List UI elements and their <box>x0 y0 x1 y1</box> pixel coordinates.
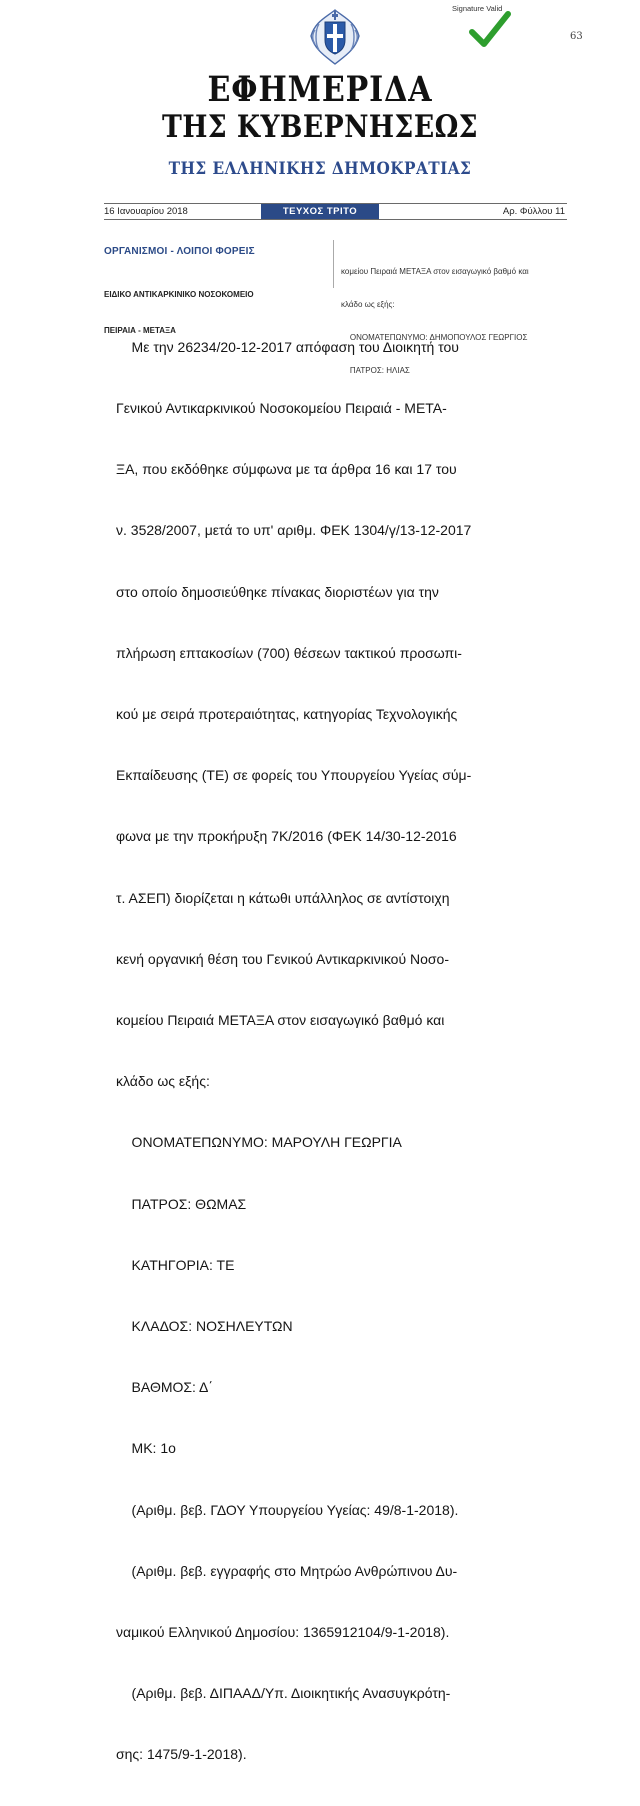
right-column-line: κλάδο ως εξής: <box>341 300 395 309</box>
text-line: Με την 26234/20-12-2017 απόφαση του Διοικητή του <box>116 338 459 355</box>
issue-bar-bottom-rule <box>104 219 567 220</box>
text-line: (Αριθμ. βεβ. ΓΔΟΥ Υπουργείου Υγείας: 49/8-1-2018). <box>116 1501 459 1518</box>
text-line: στο οποίο δημοσιεύθηκε πίνακας διοριστέων για την <box>116 583 439 600</box>
text-line: τ. ΑΣΕΠ) διορίζεται η κάτωθι υπάλληλος σε αντίστοιχη <box>116 889 450 906</box>
text-line: ΞΑ, που εκδόθηκε σύμφωνα με τα άρθρα 16 και 17 του <box>116 461 457 478</box>
issue-sheet-number: Αρ. Φύλλου 11 <box>502 206 565 217</box>
organization-line: ΕΙΔΙΚΟ ΑΝΤΙΚΑΡΚΙΝΙΚΟ ΝΟΣΟΚΟΜΕΙΟ <box>104 290 254 299</box>
text-line: σης: 1475/9-1-2018). <box>116 1746 247 1763</box>
text-line: Γενικού Αντικαρκινικού Νοσοκομείου Πειραιά - ΜΕΤΑ- <box>116 400 447 417</box>
text-line: ΜΚ: 1ο <box>116 1440 176 1457</box>
text-line: πλήρωση επτακοσίων (700) θέσεων τακτικού προσωπι- <box>116 644 462 661</box>
text-line: ναμικού Ελληνικού Δημοσίου: 1365912104/9-1-2018). <box>116 1624 450 1641</box>
section-heading: ΟΡΓΑΝΙΣΜΟΙ - ΛΟΙΠΟΙ ΦΟΡΕΙΣ <box>104 246 255 257</box>
column-divider <box>333 240 334 288</box>
gazette-title-line2: ΤΗΣ ΚΥΒΕΡΝΗΣΕΩΣ <box>161 109 479 145</box>
right-column-line: ΟΝΟΜΑΤΕΠΩΝΥΜΟ: ΔΗΜΟΠΟΥΛΟΣ ΓΕΩΡΓΙΟΣ <box>341 333 528 342</box>
text-line: ΟΝΟΜΑΤΕΠΩΝΥΜΟ: ΜΑΡΟΥΛΗ ΓΕΩΡΓΙΑ <box>116 1134 402 1151</box>
text-line: ΚΑΤΗΓΟΡΙΑ: ΤΕ <box>116 1256 235 1273</box>
text-line: (Αριθμ. βεβ. εγγραφής στο Μητρώο Ανθρώπινου Δυ- <box>116 1562 458 1579</box>
right-column-line: κομείου Πειραιά ΜΕΤΑΞΑ στον εισαγωγικό βαθμό και <box>341 267 529 276</box>
text-line: ΠΑΤΡΟΣ: ΘΩΜΑΣ <box>116 1195 247 1212</box>
text-line: (Αριθμ. βεβ. ΔΙΠΑΑΔ/Υπ. Διοικητικής Ανασυγκρότη- <box>116 1685 451 1702</box>
text-line: κού με σειρά προτεραιότητας, κατηγορίας Τεχνολογικής <box>116 706 458 723</box>
right-column-line: ΠΑΤΡΟΣ: ΗΛΙΑΣ <box>341 366 410 375</box>
text-line: κενή οργανική θέση του Γενικού Αντικαρκινικού Νοσο- <box>116 950 449 967</box>
text-line: ΚΛΑΔΟΣ: ΝΟΣΗΛΕΥΤΩΝ <box>116 1318 293 1335</box>
text-line: ΒΑΘΜΟΣ: Δ΄ <box>116 1379 214 1396</box>
organization-line: ΠΕΙΡΑΙΑ - ΜΕΤΑΞΑ <box>104 326 176 335</box>
gazette-subtitle: ΤΗΣ ΕΛΛΗΝΙΚΗΣ ΔΗΜΟΚΡΑΤΙΑΣ <box>168 159 472 179</box>
page-number: 63 <box>570 31 583 42</box>
greek-coat-of-arms-icon <box>303 4 367 68</box>
text-line: Εκπαίδευσης (ΤΕ) σε φορείς του Υπουργείου Υγείας σύμ- <box>116 767 472 784</box>
signature-label: Signature Valid <box>452 4 503 13</box>
text-line: ν. 3528/2007, μετά το υπ' αριθμ. ΦΕΚ 1304/γ/13-12-2017 <box>116 522 472 539</box>
issue-date: 16 Ιανουαρίου 2018 <box>104 206 188 217</box>
text-line: φωνα με την προκήρυξη 7Κ/2016 (ΦΕΚ 14/30-12-2016 <box>116 828 457 845</box>
gazette-title-line1: ΕΦΗΜΕΡΙΔΑ <box>207 69 433 110</box>
issue-badge: ΤΕΥΧΟΣ ΤΡΙΤΟ <box>261 204 379 219</box>
text-line: κλάδο ως εξής: <box>116 1073 210 1090</box>
digital-signature <box>452 4 530 60</box>
text-line: κομείου Πειραιά ΜΕΤΑΞΑ στον εισαγωγικό βαθμό και <box>116 1012 445 1029</box>
decision-text <box>116 296 546 1806</box>
green-checkmark-icon <box>468 8 512 52</box>
